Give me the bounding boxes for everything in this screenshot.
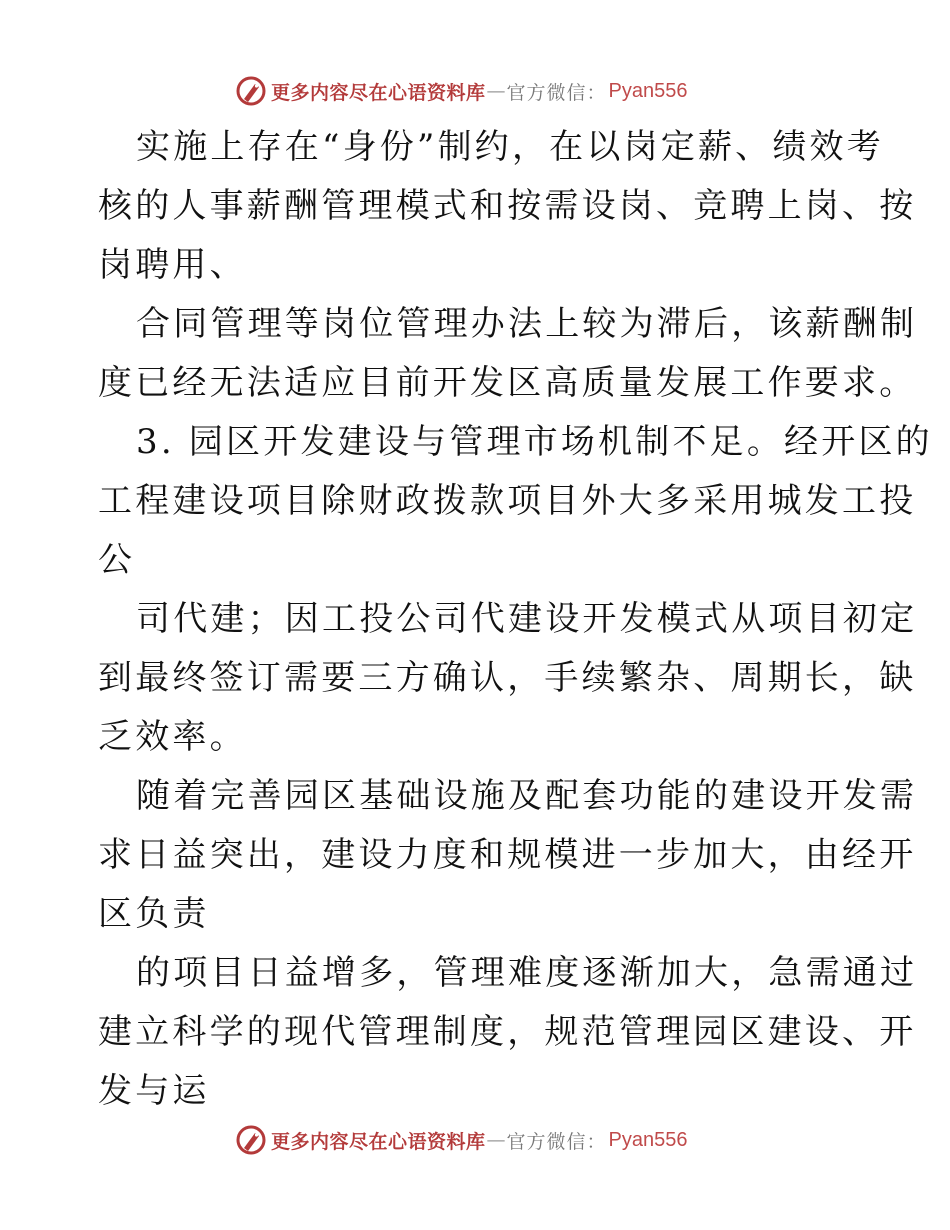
- text-line: 合同管理等岗位管理办法上较为滞后，该薪酬制: [136, 304, 918, 344]
- text-line: 岗聘用、: [98, 245, 247, 285]
- watermark-label: 官方微信：: [506, 81, 607, 104]
- text-line: 建立科学的现代管理制度，规范管理园区建设、开: [98, 1012, 917, 1052]
- watermark-label: 官方微信：: [506, 1130, 607, 1153]
- text-line: 区负责: [98, 894, 210, 934]
- watermark-wechat-id: Pyan556: [608, 79, 688, 102]
- document-body: [98, 118, 933, 1121]
- text-line: 3. 园区开发建设与管理市场机制不足。经开区的: [136, 422, 933, 462]
- watermark-dash: —: [486, 1129, 506, 1151]
- text-line: 度已经无法适应目前开发区高质量发展工作要求。: [98, 363, 917, 403]
- text-line: 公: [98, 540, 136, 580]
- header-watermark: [235, 73, 688, 109]
- text-line: 乏效率。: [98, 717, 247, 757]
- text-line: 核的人事薪酬管理模式和按需设岗、竞聘上岗、按: [98, 186, 917, 226]
- pen-nib-logo-icon: [235, 75, 267, 107]
- text-line: 工程建设项目除财政拨款项目外大多采用城发工投: [98, 481, 917, 521]
- text-line: 到最终签订需要三方确认，手续繁杂、周期长，缺: [98, 658, 917, 698]
- text-line: 发与运: [98, 1071, 210, 1111]
- text-line: 求日益突出，建设力度和规模进一步加大，由经开: [98, 835, 917, 875]
- watermark-wechat-id: Pyan556: [608, 1128, 688, 1151]
- text-line: 的项目日益增多，管理难度逐渐加大，急需通过: [136, 953, 918, 993]
- watermark-brand-text: 更多内容尽在心语资料库: [271, 1130, 486, 1153]
- footer-watermark: [235, 1122, 688, 1158]
- watermark-brand-text: 更多内容尽在心语资料库: [271, 81, 486, 104]
- text-line: 实施上存在“身份”制约，在以岗定薪、绩效考: [136, 127, 884, 167]
- watermark-dash: —: [486, 80, 506, 102]
- text-line: 司代建；因工投公司代建设开发模式从项目初定: [136, 599, 918, 639]
- pen-nib-logo-icon: [235, 1124, 267, 1156]
- text-line: 随着完善园区基础设施及配套功能的建设开发需: [136, 776, 918, 816]
